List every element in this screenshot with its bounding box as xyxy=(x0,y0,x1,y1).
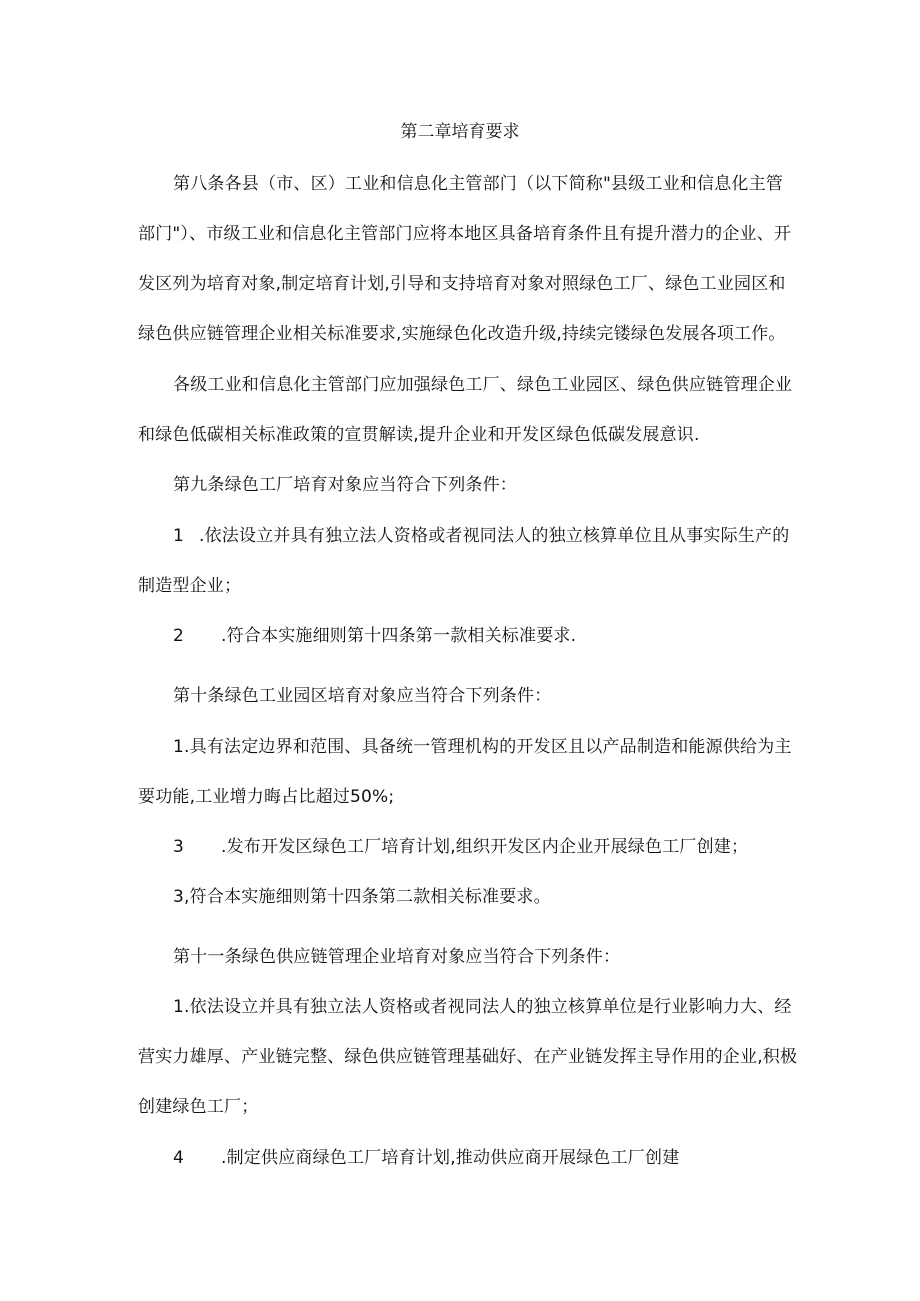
article-11-item-1-line-3: 创建绿色工厂； xyxy=(138,1097,259,1117)
article-10-intro: 第十条绿色工业园区培育对象应当符合下列条件： xyxy=(173,686,552,706)
article-8-line-4: 绿色供应链管理企业相关标准要求,实施绿色化改造升级,持续完镂绿色发展各项工作。 xyxy=(138,324,786,344)
article-9-item-1-number: 1 xyxy=(173,526,184,546)
article-9-item-1-line-2: 制造型企业； xyxy=(138,576,242,596)
article-10-item-1-line-2: 要功能,工业增力晦占比超过50%; xyxy=(138,787,395,807)
article-10-item-1-line-1: 1.具有法定边界和范围、具备统一管理机构的开发区且以产品制造和能源供给为主 xyxy=(173,737,792,757)
article-11-item-1-line-2: 营实力雄厚、产业链完整、绿色供应链管理基础好、在产业链发挥主导作用的企业,积极 xyxy=(138,1047,798,1067)
article-8-line-3: 发区列为培育对象,制定培育计划,引导和支持培育对象对照绿色工厂、绿色工业园区和 xyxy=(138,274,786,294)
article-10-item-3-text: .发布开发区绿色工厂培育计划,组织开发区内企业开展绿色工厂创建； xyxy=(221,837,749,857)
article-8-line-2: 部门"）、市级工业和信息化主管部门应将本地区具备培育条件且有提升潜力的企业、开 xyxy=(138,224,792,244)
article-10-item-3b-text: 3,符合本实施细则第十四条第二款相关标准要求。 xyxy=(173,887,551,907)
article-11-item-1-line-1: 1.依法设立并具有独立法人资格或者视同法人的独立核算单位是行业影响力大、经 xyxy=(173,997,792,1017)
article-8-para-2-line-1: 各级工业和信息化主管部门应加强绿色工厂、绿色工业园区、绿色供应链管理企业 xyxy=(173,375,793,395)
article-9-item-2-number: 2 xyxy=(173,626,184,646)
article-8-para-2-line-2: 和绿色低碳相关标准政策的宣贯解读,提升企业和开发区绿色低碳发展意识. xyxy=(138,425,700,445)
article-11-item-4-text: .制定供应商绿色工厂培育计划,推动供应商开展绿色工厂创建 xyxy=(221,1148,680,1168)
article-10-item-3-number: 3 xyxy=(173,837,184,857)
article-11-item-4-number: 4 xyxy=(173,1148,184,1168)
article-11-intro: 第十一条绿色供应链管理企业培育对象应当符合下列条件： xyxy=(173,947,621,967)
article-9-item-2-text: .符合本实施细则第十四条第一款相关标准要求. xyxy=(221,626,577,646)
article-9-intro: 第九条绿色工厂培育对象应当符合下列条件： xyxy=(173,475,517,495)
article-8-line-1: 第八条各县（市、区）工业和信息化主管部门（以下简称"县级工业和信息化主管 xyxy=(173,174,784,194)
article-9-item-1-line-1: .依法设立并具有独立法人资格或者视同法人的独立核算单位且从事实际生产的 xyxy=(199,526,790,546)
chapter-title: 第二章培育要求 xyxy=(400,122,520,142)
